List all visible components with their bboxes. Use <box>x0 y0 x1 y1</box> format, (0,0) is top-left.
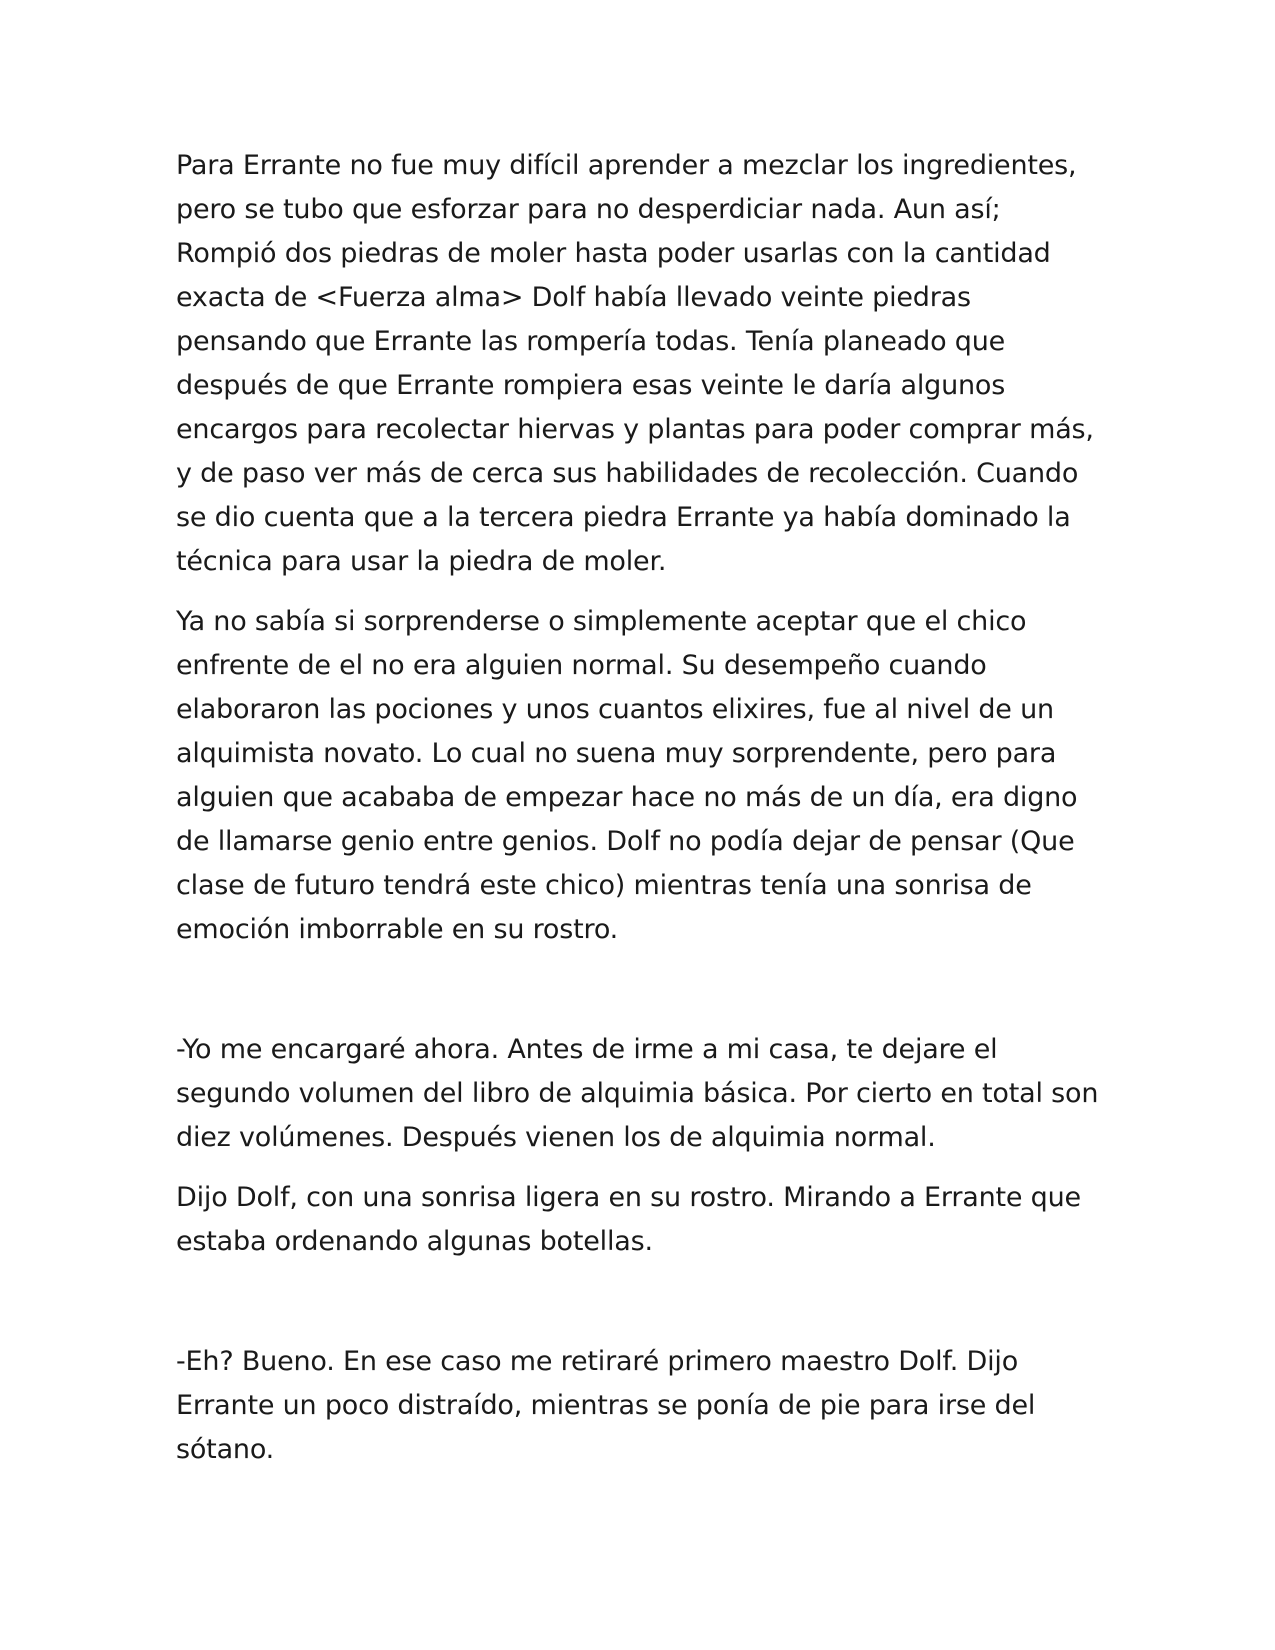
paragraph-1: Para Errante no fue muy difícil aprender a mezclar los ingredientes, pero se tubo que esforzar para no desperdiciar nada. Aun así; Rompió dos piedras de moler hasta poder usarlas con la cantidad exacta de <Fuerza alma> Dolf había llevado veinte piedras pensando que Errante las rompería todas. Tenía planeado que después de que Errante rompiera esas veinte le daría algunos encargos para recolectar hiervas y plantas para poder comprar más, y de paso ver más de cerca sus habilidades de recolección. Cuando se dio cuenta que a la tercera piedra Errante ya había dominado la técnica para usar la piedra de moler. <box>176 150 1094 577</box>
blank-line <box>176 968 1106 1028</box>
page-body <box>176 144 1106 1488</box>
paragraph-5: -Eh? Bueno. En ese caso me retiraré primero maestro Dolf. Dijo Errante un poco distraído, mientras se ponía de pie para irse del sótano. <box>176 1346 1036 1465</box>
paragraph-2: Ya no sabía si sorprenderse o simplemente aceptar que el chico enfrente de el no era alguien normal. Su desempeño cuando elaboraron las pociones y unos cuantos elixires, fue al nivel de un alquimista novato. Lo cual no suena muy sorprendente, pero para alguien que acababa de empezar hace no más de un día, era digno de llamarse genio entre genios. Dolf no podía dejar de pensar (Que clase de futuro tendrá este chico) mientras tenía una sonrisa de emoción imborrable en su rostro. <box>176 606 1078 945</box>
paragraph-3: -Yo me encargaré ahora. Antes de irme a mi casa, te dejare el segundo volumen del libro de alquimia básica. Por cierto en total son diez volúmenes. Después vienen los de alquimia normal. <box>176 1034 1099 1153</box>
blank-line <box>176 1280 1106 1340</box>
paragraph-4: Dijo Dolf, con una sonrisa ligera en su rostro. Mirando a Errante que estaba ordenando algunas botellas. <box>176 1182 1081 1257</box>
